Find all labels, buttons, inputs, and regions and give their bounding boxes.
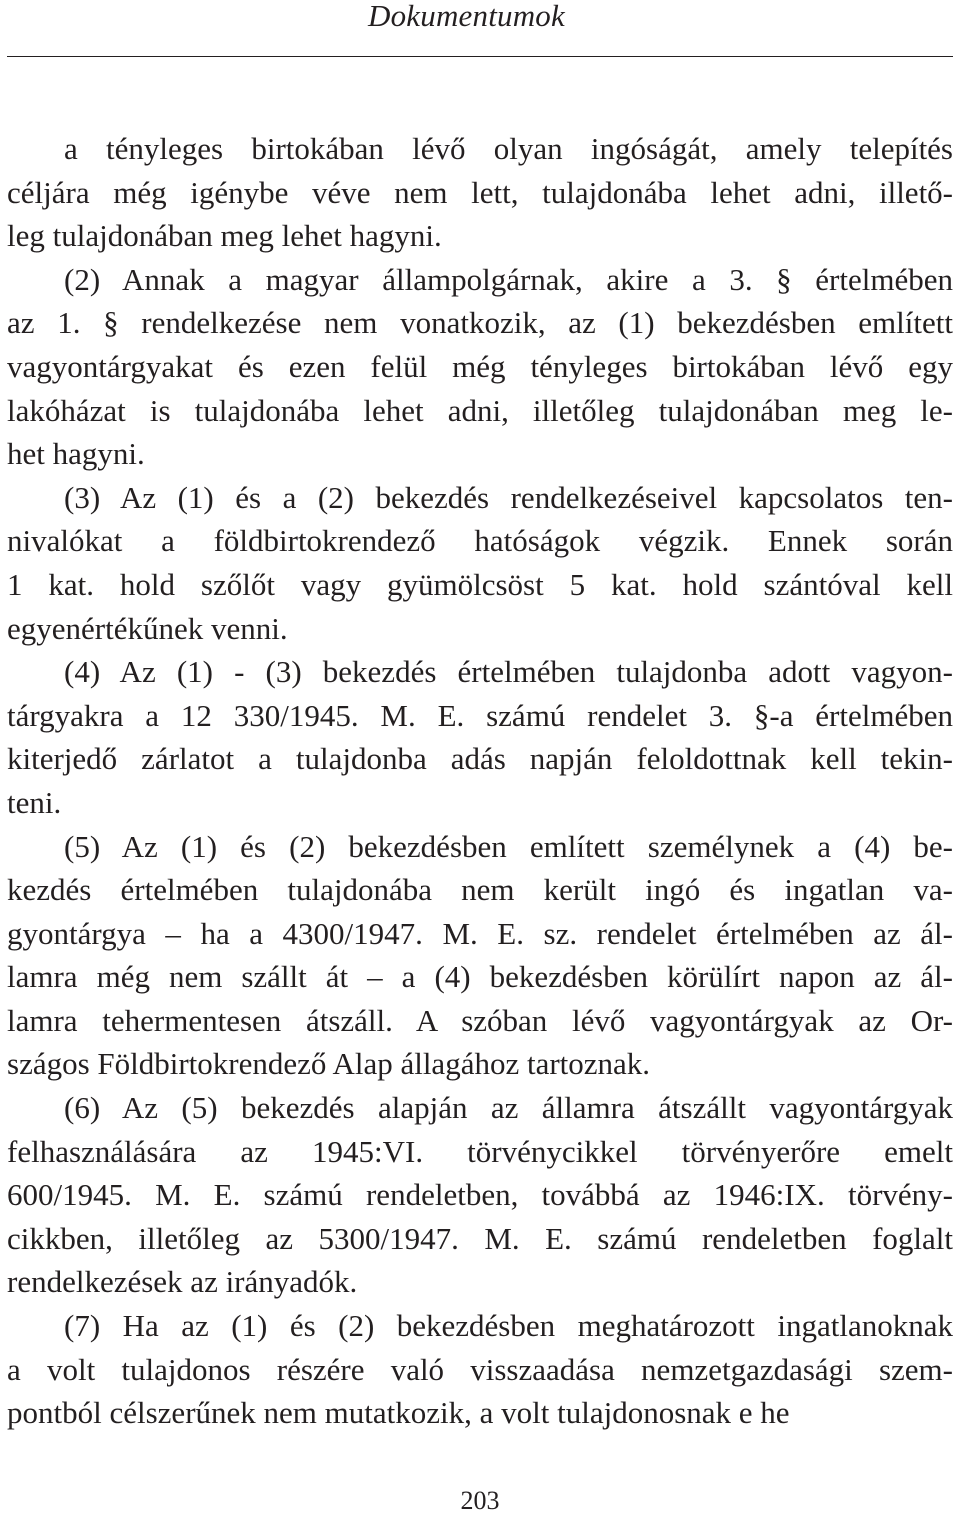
text-line: tárgyakra a 12 330/1945. M. E. számú rendelet 3. §-a értelmében (7, 697, 953, 733)
text-line: az 1. § rendelkezése nem vonatkozik, az (1) bekezdésben említett (7, 305, 953, 341)
text-line: (2) Annak a magyar állampolgárnak, akire a 3. § értelmében (64, 261, 953, 297)
text-line: a volt tulajdonos részére való visszaadása nemzetgazdasági szem- (7, 1351, 953, 1387)
text-line: pontból célszerűnek nem mutatkozik, a volt tulajdonosnak e he (7, 1395, 790, 1431)
text-line: szágos Földbirtokrendező Alap állagához tartoznak. (7, 1046, 651, 1082)
text-line: 1 kat. hold szőlőt vagy gyümölcsöst 5 kat. hold szántóval kell (7, 566, 953, 602)
text-line: egyenértékűnek venni. (7, 610, 288, 646)
text-line: kiterjedő zárlatot a tulajdonba adás napján feloldottnak kell tekin- (7, 741, 953, 777)
text-line: leg tulajdonában meg lehet hagyni. (7, 218, 442, 254)
document-body (7, 127, 953, 1435)
text-line: (4) Az (1) - (3) bekezdés értelmében tulajdonba adott vagyon- (64, 654, 953, 690)
text-line: kezdés értelmében tulajdonába nem került ingó és ingatlan va- (7, 872, 953, 908)
text-line: (5) Az (1) és (2) bekezdésben említett személynek a (4) be- (64, 828, 953, 864)
text-line: nivalókat a földbirtokrendező hatóságok végzik. Ennek során (7, 523, 953, 559)
text-line: lakóházat is tulajdonába lehet adni, illetőleg tulajdonában meg le- (7, 392, 953, 428)
header-divider (7, 56, 953, 57)
text-line: (6) Az (5) bekezdés alapján az államra átszállt vagyontárgyak (64, 1090, 953, 1126)
text-line: a tényleges birtokában lévő olyan ingóságát, amely telepítés (64, 131, 953, 166)
text-line: lamra tehermentesen átszáll. A szóban lévő vagyontárgyak az Or- (7, 1002, 953, 1038)
text-line: (7) Ha az (1) és (2) bekezdésben meghatározott ingatlanoknak (64, 1308, 953, 1344)
text-line: teni. (7, 784, 62, 820)
text-line: lamra még nem szállt át – a (4) bekezdésben körülírt napon az ál- (7, 959, 953, 995)
text-line: rendelkezések az irányadók. (7, 1264, 358, 1300)
text-line: céljára még igénybe véve nem lett, tulajdonába lehet adni, illető- (7, 174, 953, 210)
text-line: 600/1945. M. E. számú rendeletben, továbbá az 1946:IX. törvény- (7, 1177, 953, 1213)
text-line: gyontárgya – ha a 4300/1947. M. E. sz. rendelet értelmében az ál- (7, 915, 953, 951)
text-line: vagyontárgyakat és ezen felül még tényleges birtokában lévő egy (7, 348, 953, 384)
text-line: het hagyni. (7, 436, 145, 472)
running-header-title: Dokumentumok (368, 0, 565, 33)
text-line: (3) Az (1) és a (2) bekezdés rendelkezéseivel kapcsolatos ten- (64, 479, 953, 515)
page-number: 203 (460, 1486, 500, 1515)
text-line: felhasználására az 1945:VI. törvénycikkel törvényerőre emelt (7, 1133, 953, 1169)
text-line: cikkben, illetőleg az 5300/1947. M. E. számú rendeletben foglalt (7, 1220, 953, 1256)
